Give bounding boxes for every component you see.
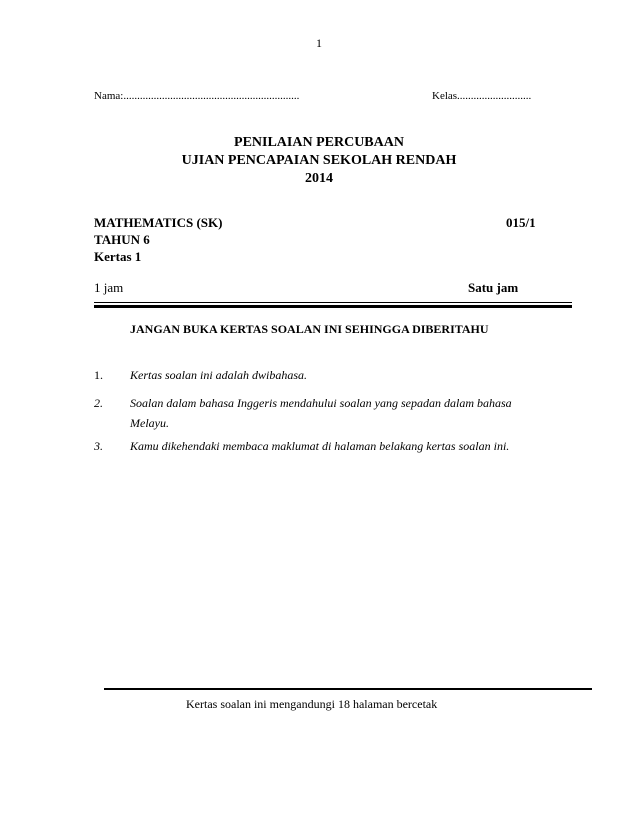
duration-right: Satu jam: [468, 280, 519, 295]
name-field: Nama:................................................................: [94, 90, 300, 102]
exam-title: [0, 134, 638, 188]
subject-code: 015/1: [506, 215, 536, 230]
subject-name: MATHEMATICS (SK): [94, 215, 223, 230]
instruction-text: Kamu dikehendaki membaca maklumat di halaman belakang kertas soalan ini.: [130, 439, 510, 453]
exam-title-line1: PENILAIAN PERCUBAAN: [234, 135, 404, 150]
exam-year: 2014: [305, 171, 333, 186]
subject-year: TAHUN 6: [94, 232, 150, 247]
subject-paper: Kertas 1: [94, 249, 142, 264]
class-field: Kelas...........................: [432, 90, 532, 102]
instruction-number: 2.: [94, 396, 103, 410]
instruction-text: Kertas soalan ini adalah dwibahasa.: [130, 368, 308, 382]
divider-thin-line: [94, 302, 572, 303]
warning-notice: JANGAN BUKA KERTAS SOALAN INI SEHINGGA DIBERITAHU: [130, 322, 489, 336]
header-divider: [94, 302, 572, 308]
page-number: 1: [316, 36, 322, 50]
instruction-text: Soalan dalam bahasa Inggeris mendahului soalan yang sepadan dalam bahasa Melayu.: [130, 396, 512, 430]
subject-block: [94, 214, 222, 265]
instruction-number: 3.: [94, 439, 103, 453]
exam-title-line2: UJIAN PENCAPAIAN SEKOLAH RENDAH: [181, 153, 457, 168]
page-count-note: Kertas soalan ini mengandungi 18 halaman bercetak: [186, 697, 438, 711]
footer-divider: [104, 688, 592, 690]
instruction-number: 1.: [94, 368, 103, 382]
duration-left: 1 jam: [94, 280, 124, 295]
divider-thick-line: [94, 305, 572, 308]
